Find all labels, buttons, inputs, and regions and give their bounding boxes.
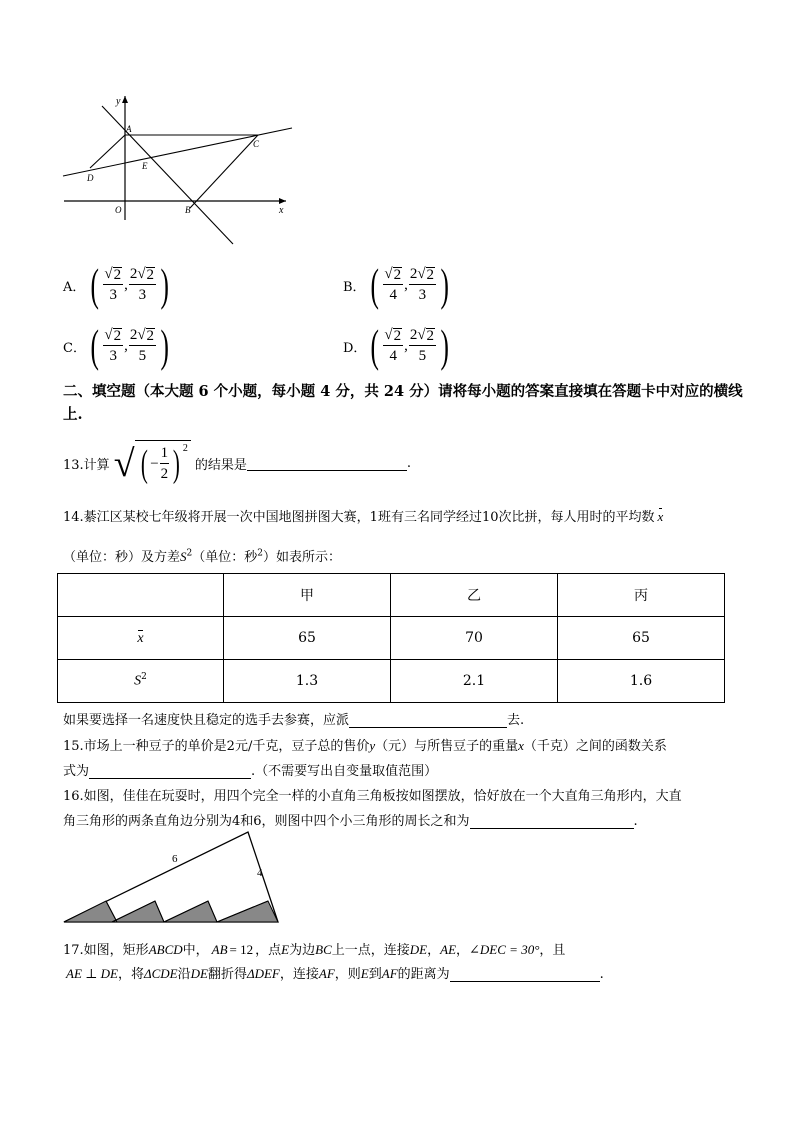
choice-a-label: A． [63, 279, 86, 295]
q17-answer-blank[interactable] [450, 967, 600, 982]
q14-tail: 如果要选择一名速度快且稳定的选手去参赛，应派 去. [63, 713, 525, 728]
label-o: O [115, 205, 122, 215]
q17-line-1: 17.如图，矩形ABCD中， AB = 12 ，点E为边BC上一点，连接DE，AE，∠DEC = 30°，且 [63, 942, 566, 958]
q13-expr: √ ( − $\frac{1}{2}$ ) $^2$ [114, 440, 191, 487]
table-cell: 1.3 [224, 660, 391, 703]
label-y: y [116, 96, 121, 107]
table-cell: 65 [558, 617, 725, 660]
triangles-figure [60, 830, 285, 926]
line-da [90, 135, 125, 168]
q15-answer-blank[interactable] [89, 764, 251, 779]
label-e: E [142, 161, 148, 171]
q17-line-2: AE ⊥ DE，将ΔCDE沿DE翻折得ΔDEF，连接AF，则E到AF的距离为 . [66, 966, 604, 982]
label-x: x [279, 205, 284, 216]
choice-a-expr: ( √ 2 3 , 2 √ 2 3 ) [90, 259, 169, 310]
table-row-mean [58, 617, 725, 660]
q13-suffix: 的结果是 [194, 458, 247, 473]
choice-d-label: D． [343, 340, 367, 356]
row-variance-label: $S^2$ [58, 660, 224, 703]
q15-line-2: 式为 .（不需要写出自变量取值范围） [63, 764, 438, 779]
q14-xbar: x [657, 509, 664, 524]
q14-line-2: （单位：秒）及方差$S^2$（单位：秒$^2$）如表所示： [63, 548, 342, 565]
y-axis-arrow [122, 96, 128, 103]
label-6: 6 [172, 853, 178, 865]
choice-c-expr: ( √ 2 3 , 2 √ 2 5 ) [90, 320, 169, 371]
table-header-yi: 乙 [391, 574, 558, 617]
table-row-variance [58, 660, 725, 703]
coordinate-figure [60, 90, 300, 250]
q13-answer-blank[interactable] [247, 456, 407, 471]
q16-line-1: 16.如图，佳佳在玩耍时，用四个完全一样的小直角三角板按如图摆放，恰好放在一个大直角三角形内，大直 [63, 789, 682, 804]
question-13: 13.计算 √ ( − $\frac{1}{2}$ ) $^2$ 的结果是 . [63, 440, 411, 487]
small-triangle-4 [217, 901, 278, 922]
label-d: D [87, 173, 94, 183]
choice-a[interactable] [63, 259, 172, 310]
table-cell: 1.6 [558, 660, 725, 703]
q16-line-2: 角三角形的两条直角边分别为4和6，则图中四个小三角形的周长之和为 . [63, 814, 638, 829]
q14-answer-blank[interactable] [349, 713, 507, 728]
table-cell: 65 [224, 617, 391, 660]
choice-c[interactable] [63, 320, 172, 371]
table-cell: 70 [391, 617, 558, 660]
table-header-row [58, 574, 725, 617]
q14-line-1: 14.綦江区某校七年级将开展一次中国地图拼图大赛，1班有三名同学经过10次比拼，每人用时的平均数 x [63, 509, 664, 525]
q16-answer-blank[interactable] [470, 814, 634, 829]
section-2-heading: 二、填空题（本大题 6 个小题，每小题 4 分，共 24 分）请将每小题的答案直接填在答题卡中对应的横线上. [63, 383, 743, 423]
label-c: C [253, 139, 260, 149]
row-mean-label: x [58, 617, 224, 660]
label-a: A [126, 124, 132, 134]
choice-d-expr: ( √ 2 4 , 2 √ 2 5 ) [370, 320, 449, 371]
choice-b[interactable] [343, 259, 452, 310]
q15-line-1: 15.市场上一种豆子的单价是2元/千克，豆子总的售价y（元）与所售豆子的重量x（千克）之间的函数关系 [63, 738, 667, 754]
stats-table [57, 573, 725, 703]
choice-b-label: B． [343, 279, 366, 295]
choice-b-expr: ( √ 2 4 , 2 √ 2 3 ) [370, 259, 449, 310]
label-4: 4 [257, 867, 263, 879]
small-triangle-1 [64, 901, 117, 922]
choice-d[interactable] [343, 320, 452, 371]
table-header-empty [58, 574, 224, 617]
line-cb [190, 135, 258, 208]
line-ab [102, 106, 233, 244]
table-header-bing: 丙 [558, 574, 725, 617]
x-axis-arrow [279, 198, 286, 204]
table-cell: 2.1 [391, 660, 558, 703]
table-header-jia: 甲 [224, 574, 391, 617]
choice-c-label: C． [63, 340, 86, 356]
label-b: B [185, 205, 191, 215]
q13-prefix: 13.计算 [63, 458, 110, 473]
